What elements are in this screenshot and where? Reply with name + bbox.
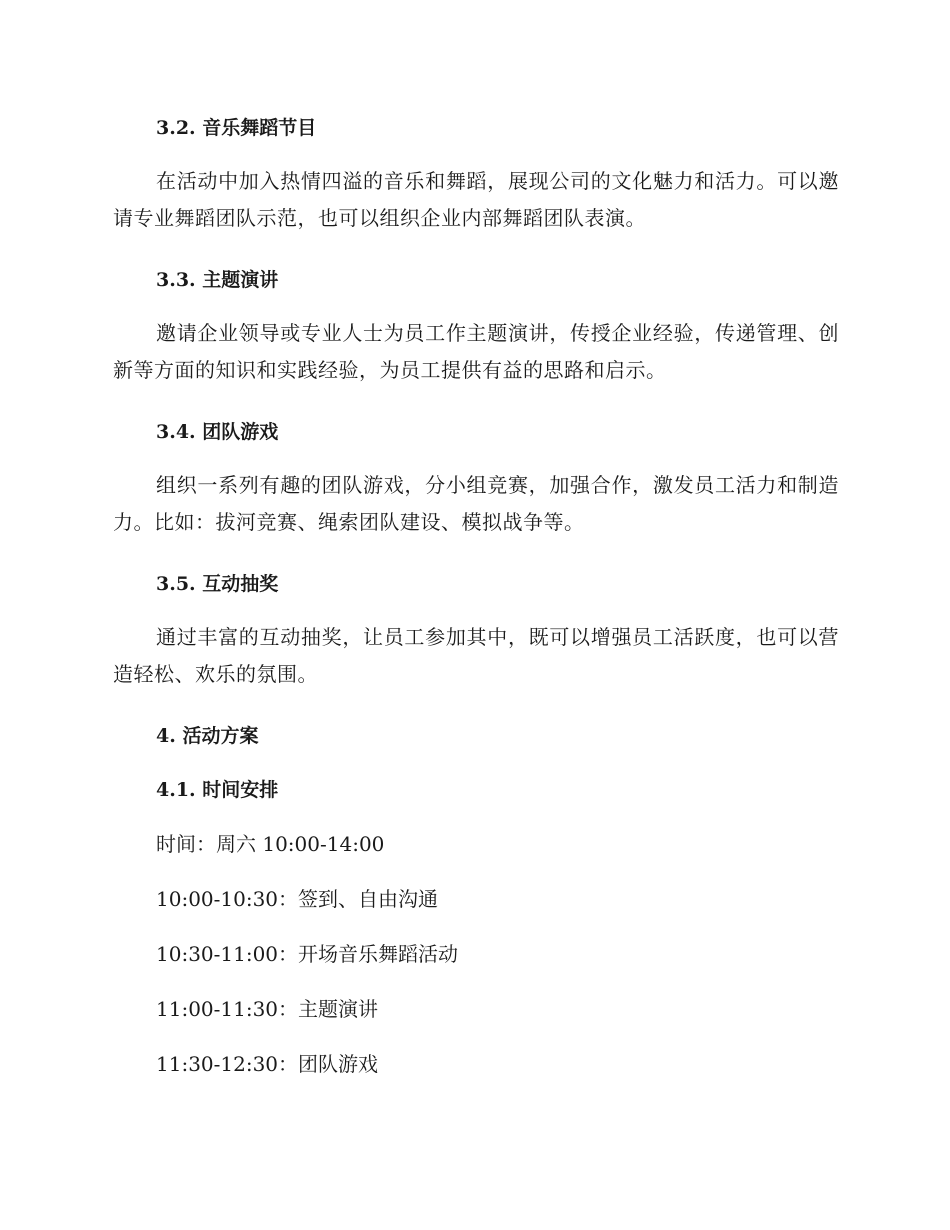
section-heading-3-2: 3.2. 音乐舞蹈节目 — [156, 117, 317, 139]
section-body-3-3: 邀请企业领导或专业人士为员工作主题演讲，传授企业经验，传递管理、创新等方面的知识和实践经验，为员工提供有益的思路和启示。 — [113, 321, 839, 382]
schedule-line: 时间：周六 10:00-14:00 — [156, 832, 385, 856]
section-heading-4-1: 4.1. 时间安排 — [156, 779, 279, 801]
schedule-line: 10:00-10:30：签到、自由沟通 — [156, 887, 439, 911]
schedule-line: 11:30-12:30：团队游戏 — [156, 1052, 379, 1076]
section-heading-3-4: 3.4. 团队游戏 — [156, 421, 279, 443]
section-heading-3-3: 3.3. 主题演讲 — [156, 269, 279, 291]
section-heading-3-5: 3.5. 互动抽奖 — [156, 573, 279, 595]
section-body-3-5: 通过丰富的互动抽奖，让员工参加其中，既可以增强员工活跃度，也可以营造轻松、欢乐的氛围。 — [113, 625, 839, 686]
schedule-line: 10:30-11:00：开场音乐舞蹈活动 — [156, 942, 459, 966]
schedule-line: 11:00-11:30：主题演讲 — [156, 997, 379, 1021]
section-body-3-4: 组织一系列有趣的团队游戏，分小组竞赛，加强合作，激发员工活力和制造力。比如：拔河竞赛、绳索团队建设、模拟战争等。 — [113, 473, 839, 534]
section-heading-4: 4. 活动方案 — [156, 725, 259, 747]
section-body-3-2: 在活动中加入热情四溢的音乐和舞蹈，展现公司的文化魅力和活力。可以邀请专业舞蹈团队示范，也可以组织企业内部舞蹈团队表演。 — [113, 169, 839, 230]
